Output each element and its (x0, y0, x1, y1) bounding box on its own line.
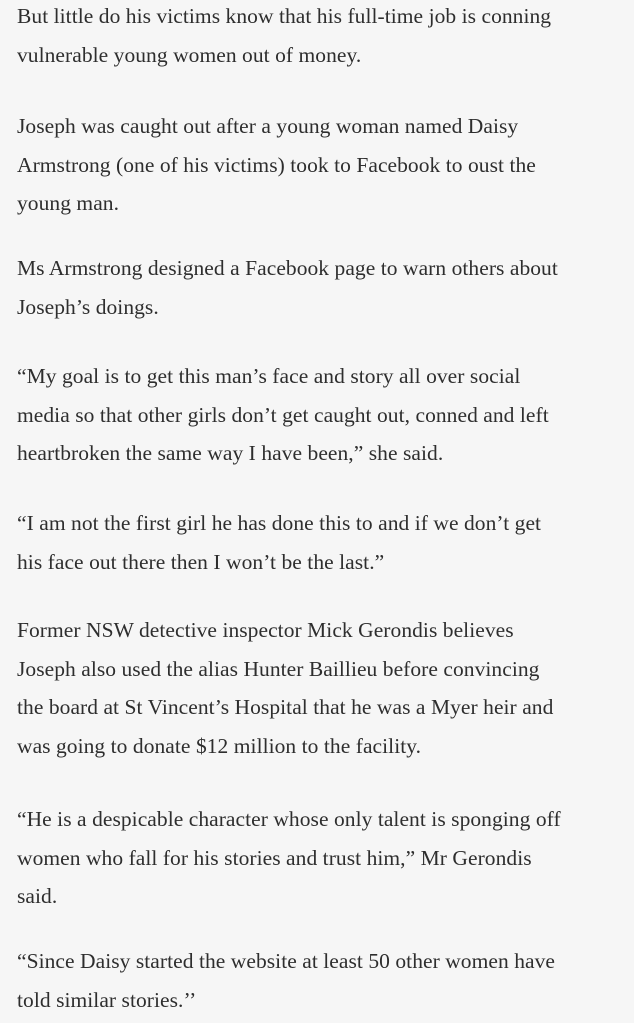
paragraph-line: young man. (17, 191, 120, 215)
paragraph-line: “I am not the first girl he has done this to and if we don’t get (17, 511, 542, 535)
paragraph-line: Joseph’s doings. (17, 294, 159, 319)
paragraph-line: told similar stories.’’ (17, 987, 197, 1012)
paragraph-line: his face out there then I won’t be the last.” (17, 549, 385, 574)
paragraph-detective (17, 611, 629, 765)
paragraph-line: media so that other girls don’t get caught out, conned and left (17, 402, 549, 427)
paragraph-line: said. (17, 884, 58, 908)
paragraph-line: vulnerable young women out of money. (17, 42, 362, 67)
paragraph-line: Joseph was caught out after a young woman named Daisy (17, 114, 519, 138)
paragraph-caught-out (17, 107, 629, 223)
paragraph-line: Former NSW detective inspector Mick Gerondis believes (17, 618, 514, 642)
paragraph-line: “He is a despicable character whose only talent is sponging off (17, 807, 561, 831)
paragraph-line: Armstrong (one of his victims) took to Facebook to oust the (17, 152, 536, 177)
paragraph-line: Joseph also used the alias Hunter Baillieu before convincing (17, 656, 540, 681)
paragraph-line: heartbroken the same way I have been,” she said. (17, 441, 444, 465)
paragraph-line: “My goal is to get this man’s face and story all over social (17, 364, 521, 388)
paragraph-line: Ms Armstrong designed a Facebook page to warn others about (17, 256, 558, 280)
paragraph-line: the board at St Vincent’s Hospital that he was a Myer heir and (17, 695, 554, 719)
paragraph-victims-job (17, 0, 629, 74)
paragraph-line: But little do his victims know that his full-time job is conning (17, 4, 552, 28)
paragraph-quote-website (17, 942, 629, 1019)
paragraph-quote-despicable (17, 800, 629, 916)
paragraph-line: was going to donate $12 million to the facility. (17, 733, 422, 758)
paragraph-quote-first-girl (17, 504, 629, 581)
paragraph-quote-goal (17, 357, 629, 473)
paragraph-line: “Since Daisy started the website at least 50 other women have (17, 949, 555, 973)
paragraph-facebook-page (17, 249, 629, 326)
paragraph-line: women who fall for his stories and trust him,” Mr Gerondis (17, 845, 532, 870)
